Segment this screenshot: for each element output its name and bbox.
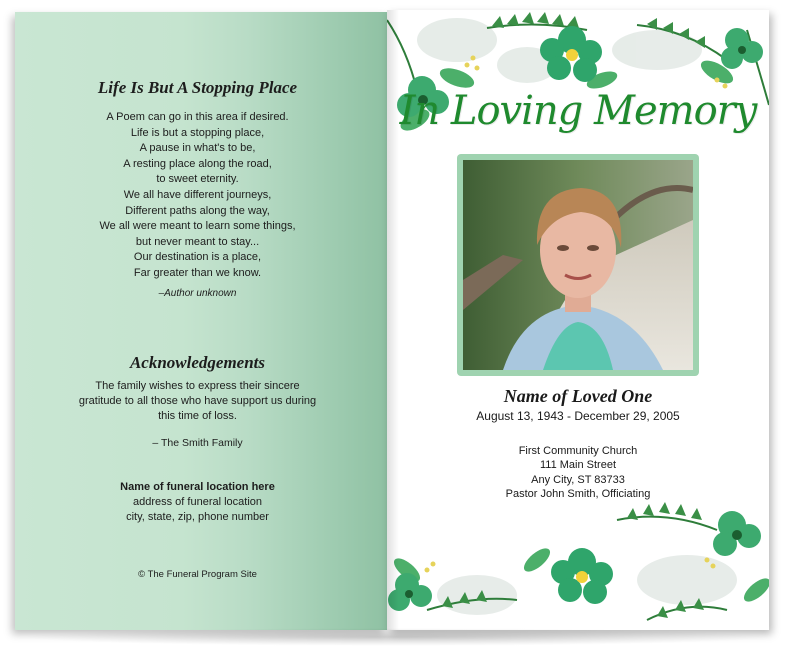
service-line: Pastor John Smith, Officiating <box>505 488 651 501</box>
ack-line: this time of loss. <box>158 410 237 422</box>
deceased-name: Name of Loved One <box>503 386 653 406</box>
poem-line: A resting place along the road, <box>123 157 272 170</box>
poem-line: Different paths along the way, <box>125 204 270 217</box>
floor-shadow <box>20 628 772 646</box>
spine-shadow <box>387 10 399 630</box>
poem-line: A Poem can go in this area if desired. <box>106 111 289 123</box>
poem-line: Our destination is a place, <box>133 251 262 264</box>
location-name: Name of funeral location here <box>120 481 275 493</box>
poem-author: –Author unknown <box>158 288 237 299</box>
service-line: 111 Main Street <box>539 459 617 472</box>
location-address <box>15 495 380 525</box>
service-line: First Community Church <box>518 445 638 457</box>
poem-body <box>15 110 380 282</box>
life-dates: August 13, 1943 - December 29, 2005 <box>476 409 680 423</box>
flower-icon <box>551 548 613 604</box>
poem-line: We all were meant to learn some things, <box>99 220 296 233</box>
back-page <box>15 12 387 630</box>
copyright: © The Funeral Program Site <box>138 569 257 580</box>
ack-line: gratitude to all those who have support us during <box>78 395 317 407</box>
acknowledgements-body <box>15 379 380 424</box>
floral-bottom-decoration <box>387 500 769 630</box>
poem-line: Far greater than we know. <box>133 266 262 279</box>
flower-icon <box>540 26 602 82</box>
ack-line: The family wishes to express their sincere <box>95 380 300 392</box>
portrait-photo <box>463 160 693 370</box>
service-line: Any City, ST 83733 <box>531 473 625 486</box>
in-loving-memory-title: In Loving Memory <box>399 88 757 134</box>
poem-line: Life is but a stopping place, <box>130 126 265 139</box>
poem-line: to sweet eternity. <box>156 173 239 186</box>
poem-line: A pause in what's to be, <box>139 142 256 155</box>
front-page <box>387 10 769 630</box>
poem-title: Life Is But A Stopping Place <box>97 78 298 97</box>
location-line: address of funeral location <box>132 496 263 508</box>
poem-line: but never meant to stay... <box>135 235 260 248</box>
poem-line: We all have different journeys, <box>123 188 272 201</box>
service-details <box>387 444 769 502</box>
location-line: city, state, zip, phone number <box>126 511 269 523</box>
ack-signature: – The Smith Family <box>152 437 243 449</box>
acknowledgements-title: Acknowledgements <box>129 353 266 372</box>
